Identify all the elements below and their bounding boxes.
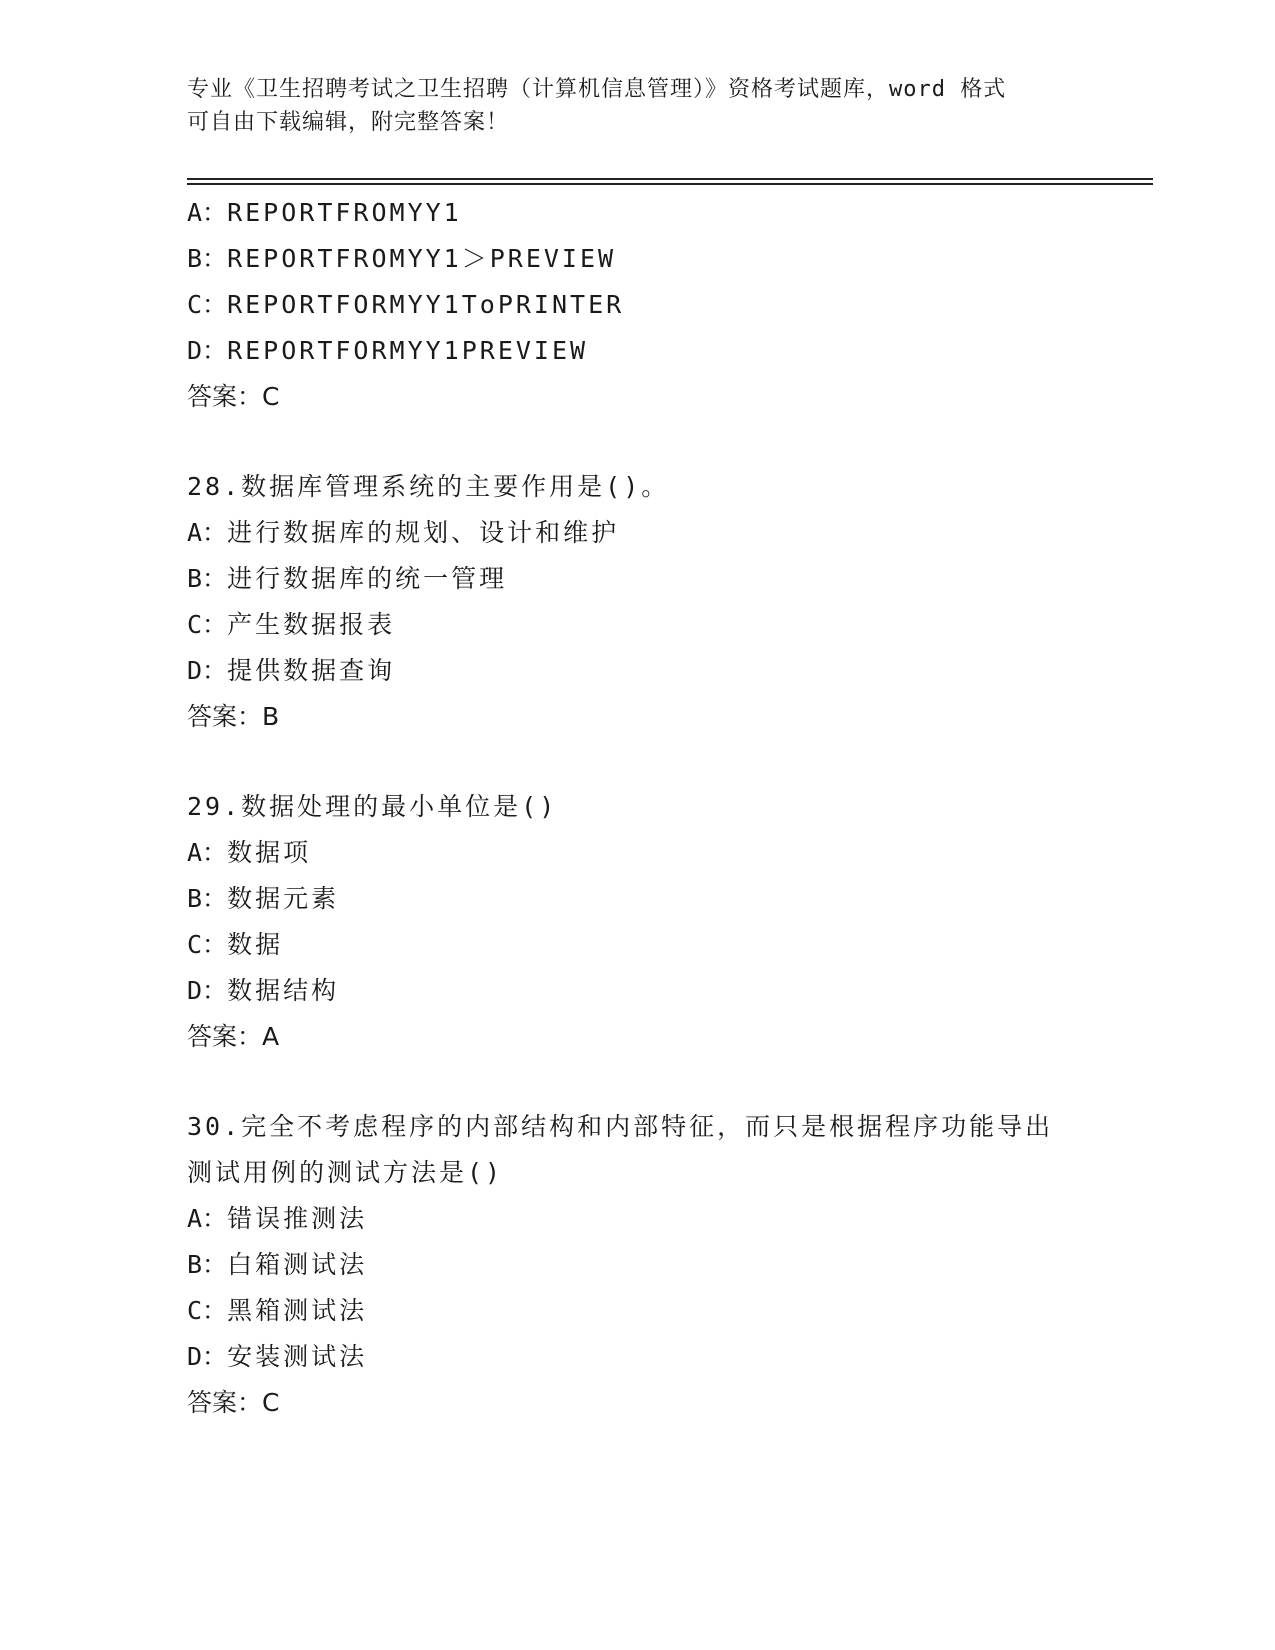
option-d: D：提供数据查询 xyxy=(187,656,396,685)
option-d: D：REPORTFORMYY1PREVIEW xyxy=(187,336,589,365)
option-a: A：进行数据库的规划、设计和维护 xyxy=(187,518,620,547)
option-c: C：数据 xyxy=(187,930,284,959)
answer-line: 答案：B xyxy=(187,702,280,731)
option-a: A：错误推测法 xyxy=(187,1204,368,1233)
option-b: B：数据元素 xyxy=(187,884,340,913)
option-a: A：REPORTFROMYY1 xyxy=(187,198,462,227)
header-line-2: 可自由下载编辑，附完整答案！ xyxy=(187,110,510,135)
option-b: B：REPORTFROMYY1＞PREVIEW xyxy=(187,244,617,273)
answer-line: 答案：C xyxy=(187,382,280,411)
option-b: B：白箱测试法 xyxy=(187,1250,368,1279)
answer-line: 答案：A xyxy=(187,1022,280,1051)
header-divider-bottom xyxy=(187,183,1153,185)
option-d: D：数据结构 xyxy=(187,976,340,1005)
header-divider-top xyxy=(187,178,1153,180)
spacer xyxy=(187,420,1147,464)
option-c: C：产生数据报表 xyxy=(187,610,396,639)
question-stem: 28.数据库管理系统的主要作用是()。 xyxy=(187,472,670,501)
question-stem-line-1: 30.完全不考虑程序的内部结构和内部特征，而只是根据程序功能导出 xyxy=(187,1112,1054,1141)
question-27-continued xyxy=(187,190,1147,420)
question-28 xyxy=(187,464,1147,740)
question-29 xyxy=(187,784,1147,1060)
option-d: D：安装测试法 xyxy=(187,1342,368,1371)
header-line-1: 专业《卫生招聘考试之卫生招聘（计算机信息管理）》资格考试题库，word 格式 xyxy=(187,77,1007,102)
spacer xyxy=(187,740,1147,784)
option-a: A：数据项 xyxy=(187,838,312,867)
option-c: C：黑箱测试法 xyxy=(187,1296,368,1325)
question-stem: 29.数据处理的最小单位是() xyxy=(187,792,558,821)
question-stem-line-2: 测试用例的测试方法是() xyxy=(187,1158,504,1187)
document-header xyxy=(187,73,1067,139)
option-b: B：进行数据库的统一管理 xyxy=(187,564,508,593)
option-c: C：REPORTFORMYY1ToPRINTER xyxy=(187,290,625,319)
question-30 xyxy=(187,1104,1147,1426)
answer-line: 答案：C xyxy=(187,1388,280,1417)
spacer xyxy=(187,1060,1147,1104)
question-list xyxy=(187,190,1147,1426)
